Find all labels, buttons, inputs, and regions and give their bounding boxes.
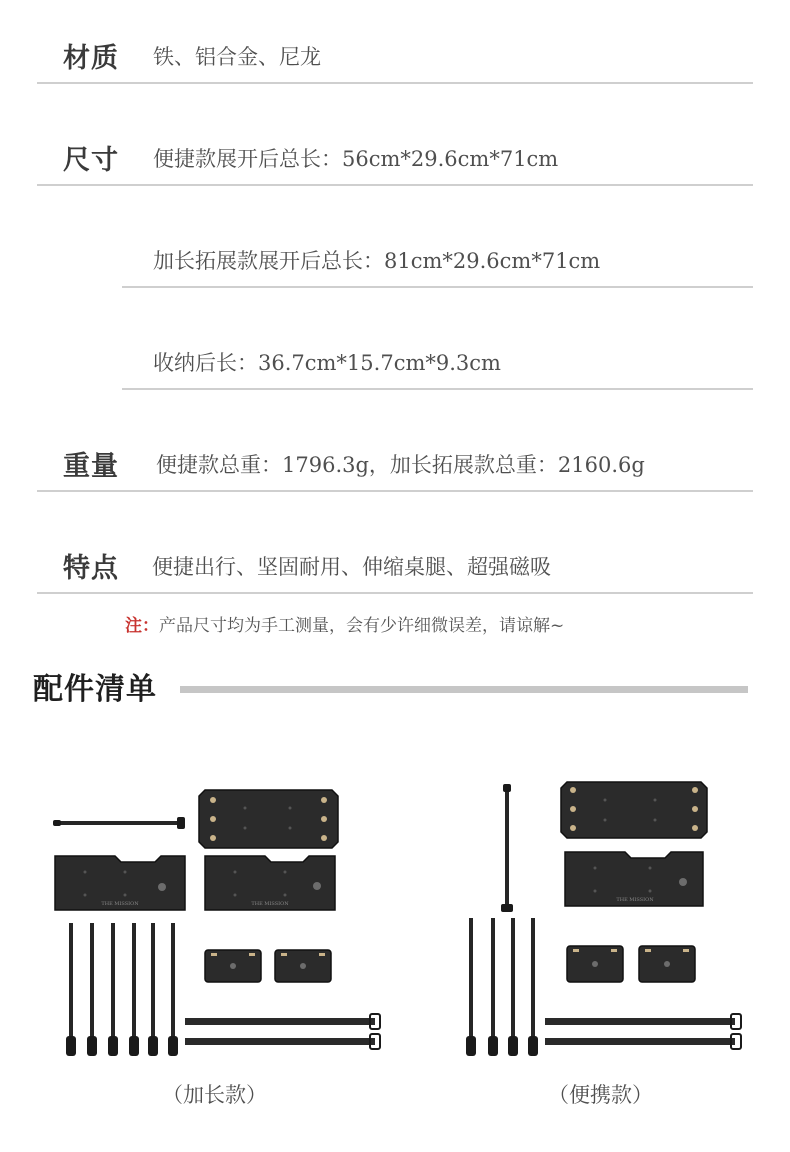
spec-label-material: 材质 [63,43,119,74]
spec-value-size-stored: 收纳后长：36.7cm*15.7cm*9.3cm [153,351,501,375]
title-bar-decoration [180,686,748,693]
spec-value-material: 铁、铝合金、尼龙 [153,45,321,69]
extension-table-plate [55,856,185,910]
kit-portable-image [455,770,755,1070]
kit-extended-caption: （加长款） [162,1083,267,1107]
kit-extended-image [45,770,395,1070]
main-table-plate [565,852,703,906]
note-prefix: 注： [125,616,159,636]
spec-label-size: 尺寸 [63,145,119,176]
magnetic-straps [545,1014,741,1049]
leg-bracket-right [275,950,331,982]
main-table-plate [205,856,335,910]
connecting-rod [53,817,185,829]
connecting-rod [501,784,513,912]
spec-value-features: 便捷出行、坚固耐用、伸缩桌腿、超强磁吸 [152,555,551,579]
divider [37,490,753,492]
divider [122,286,753,288]
divider [122,388,753,390]
magnetic-straps [185,1014,380,1049]
divider [37,184,753,186]
spec-value-size-compact: 便捷款展开后总长：56cm*29.6cm*71cm [153,147,559,171]
spec-label-weight: 重量 [63,451,119,482]
note-text: 产品尺寸均为手工测量，会有少许细微误差，请谅解~ [159,616,565,636]
telescopic-legs [66,923,178,1056]
top-table-plate [199,790,338,848]
brand-mark: THE MISSION [101,901,139,907]
kit-portable-caption: （便携款） [548,1083,653,1107]
measurement-note [125,611,564,636]
leg-bracket-right [639,946,695,982]
divider [37,82,753,84]
top-table-plate [561,782,707,838]
accessories-title: 配件清单 [33,672,157,707]
spec-label-features: 特点 [63,553,119,584]
brand-mark: THE MISSION [616,897,654,903]
leg-bracket-left [205,950,261,982]
spec-value-size-extended: 加长拓展款展开后总长：81cm*29.6cm*71cm [153,249,601,273]
leg-bracket-left [567,946,623,982]
spec-value-weight: 便捷款总重：1796.3g，加长拓展款总重：2160.6g [156,453,645,477]
telescopic-legs [466,918,538,1056]
divider [37,592,753,594]
brand-mark: THE MISSION [251,901,289,907]
